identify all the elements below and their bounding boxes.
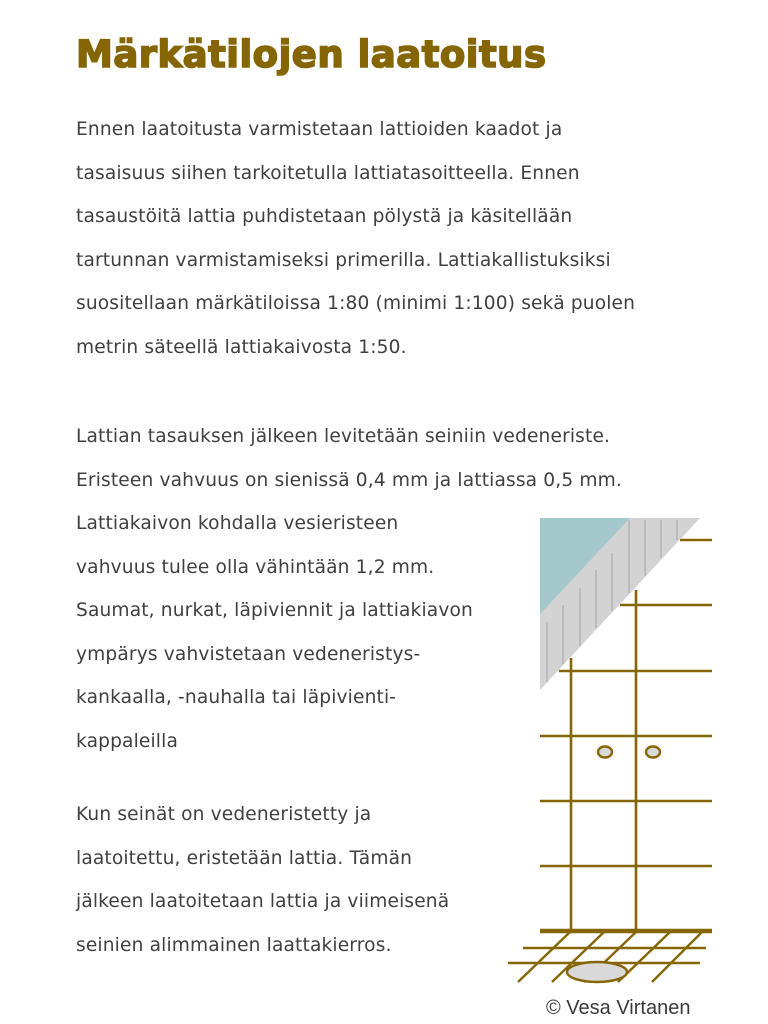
text-line: laatoitettu, eristetään lattia. Tämän [76,847,413,869]
text-line: tartunnan varmistamiseksi primerilla. Lattiakallistuksiksi [76,249,611,271]
text-line: Eristeen vahvuus on sienissä 0,4 mm ja lattiassa 0,5 mm. [76,469,622,491]
text-line: kankaalla, -nauhalla tai läpivienti- [76,687,397,708]
floor-line-diagonal [518,932,570,982]
text-line: Kun seinät on vedeneristetty ja [76,804,372,825]
text-line: Saumat, nurkat, läpiviennit ja lattiakiavon [76,600,473,621]
text-line: Lattiakaivon kohdalla vesieristeen [76,513,399,534]
text-line: seinien alimmainen laattakierros. [76,934,392,956]
floor-line-diagonal [552,932,604,982]
paragraph-waterproofing [76,415,622,763]
paragraph-floor-preparation [76,108,635,369]
floor-drain [567,962,627,982]
text-line: vahvuus tulee olla vähintään 1,2 mm. [76,556,435,578]
page-title: Märkätilojen laatoitus [76,33,547,76]
text-line: Ennen laatoitusta varmistetaan lattioiden kaadot ja [76,119,563,140]
floor-line-diagonal [618,932,670,982]
text-line: tasaisuus siihen tarkoitetulla lattiatasoitteella. Ennen [76,162,580,184]
text-line: jälkeen laatoitetaan lattia ja viimeisenä [76,891,450,912]
paragraph-tiling-order [76,793,449,967]
image-credit: © Vesa Virtanen [546,997,691,1019]
floor-grid [508,931,712,982]
floor-line-diagonal [652,932,702,982]
text-line: kappaleilla [76,730,178,752]
text-line: metrin säteellä lattiakaivosta 1:50. [76,336,407,358]
text-line: ympärys vahvistetaan vedeneristys- [76,643,421,665]
floor-line-diagonal [584,932,636,982]
text-line: suositellaan märkätiloissa 1:80 (minimi 1:100) sekä puolen [76,293,636,314]
text-line: tasaustöitä lattia puhdistetaan pölystä ja käsitellään [76,206,573,227]
text-line: Lattian tasauksen jälkeen levitetään seiniin vedeneriste. [76,426,611,447]
wall-outlet [646,747,660,758]
